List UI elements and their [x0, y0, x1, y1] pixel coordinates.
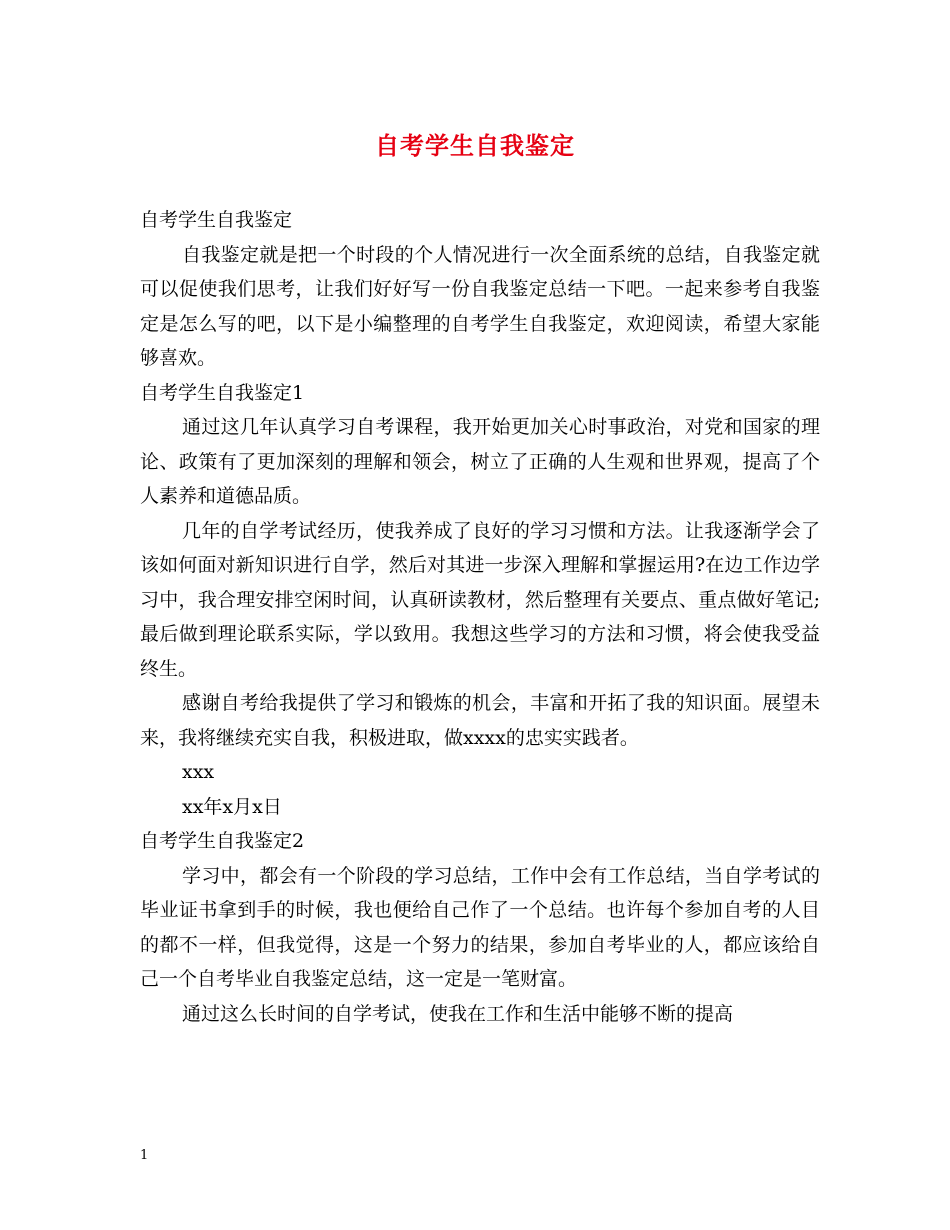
- paragraph-1-3: 感谢自考给我提供了学习和锻炼的机会，丰富和开拓了我的知识面。展望未来，我将继续充实自我，积极进取，做xxxx的忠实实践者。: [140, 692, 820, 749]
- page-number: 1: [140, 1148, 149, 1163]
- paragraph-2-1: 学习中，都会有一个阶段的学习总结，工作中会有工作总结，当自学考试的毕业证书拿到手的时候，我也便给自己作了一个总结。也许每个参加自考的人目的都不一样，但我觉得，这是一个努力的结果，参加自考毕业的人，都应该给自己一个自考毕业自我鉴定总结，这一定是一笔财富。: [140, 864, 820, 990]
- document-body: [140, 203, 820, 1031]
- paragraph-2-2: 通过这么长时间的自学考试，使我在工作和生活中能够不断的提高: [182, 1002, 734, 1025]
- section-heading-2: 自考学生自我鉴定2: [140, 830, 305, 852]
- signature-name: xxx: [182, 761, 215, 783]
- paragraph-intro: 自我鉴定就是把一个时段的个人情况进行一次全面系统的总结，自我鉴定就可以促使我们思考，让我们好好写一份自我鉴定总结一下吧。一起来参考自我鉴定是怎么写的吧，以下是小编整理的自考学生自我鉴定，欢迎阅读，希望大家能够喜欢。: [140, 243, 820, 369]
- document-title: 自考学生自我鉴定: [375, 131, 575, 160]
- signature-date: xx年x月x日: [182, 795, 282, 818]
- section-heading-intro: 自考学生自我鉴定: [140, 209, 293, 231]
- section-heading-1: 自考学生自我鉴定1: [140, 381, 305, 404]
- paragraph-1-2: 几年的自学考试经历，使我养成了良好的学习习惯和方法。让我逐渐学会了该如何面对新知识进行自学，然后对其进一步深入理解和掌握运用?在边工作边学习中，我合理安排空闲时间，认真研读教材，然后整理有关要点、重点做好笔记;最后做到理论联系实际，学以致用。我想这些学习的方法和习惯，将会使我受益终生。: [140, 519, 820, 680]
- paragraph-1-1: 通过这几年认真学习自考课程，我开始更加关心时事政治，对党和国家的理论、政策有了更加深刻的理解和领会，树立了正确的人生观和世界观，提高了个人素养和道德品质。: [140, 416, 820, 507]
